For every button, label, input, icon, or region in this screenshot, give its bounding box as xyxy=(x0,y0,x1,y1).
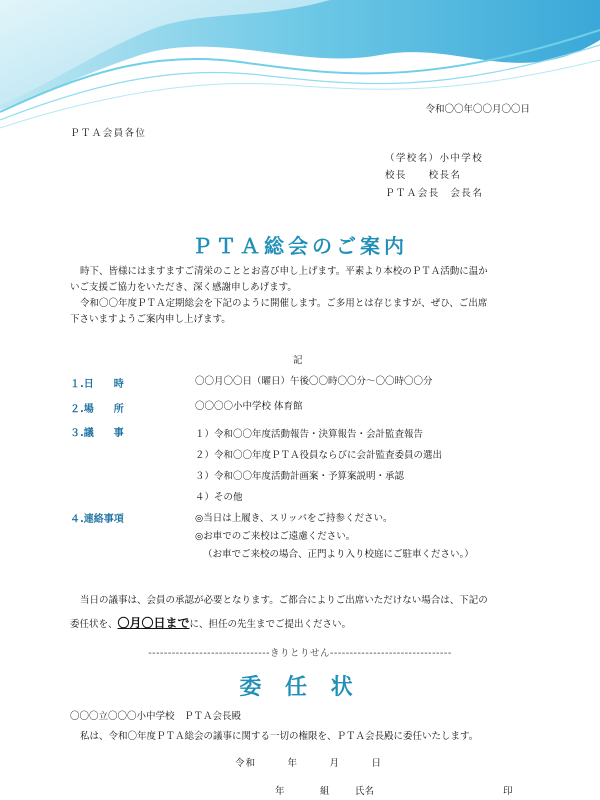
proxy-addressee: 〇〇〇立〇〇〇小中学校 ＰＴＡ会長殿 xyxy=(70,711,242,722)
sign-year: 年 xyxy=(275,786,285,797)
header-wave-decoration xyxy=(0,0,600,140)
closing-paragraph xyxy=(70,590,550,636)
proxy-date-line: 令和 年 月 日 xyxy=(235,758,383,769)
note-item: ◎当日は上履き、スリッパをご持参ください。 xyxy=(195,513,393,524)
agenda-list xyxy=(195,424,442,508)
agenda-item: ４）その他 xyxy=(195,492,243,503)
note-item: ◎お車でのご来校はご遠慮ください。 xyxy=(195,531,356,542)
agenda-item: ３）令和〇〇年度活動計画案・予算案説明・承認 xyxy=(195,471,405,482)
sign-class: 組 xyxy=(320,786,330,797)
notes-list xyxy=(195,510,474,564)
note-item: （お車でご来校の場合、正門より入り校庭にご駐車ください。） xyxy=(203,549,474,560)
intro-line: 時下、皆様にはますますご清栄のこととお喜び申し上げます。平素より本校のＰＴＡ活動に温か xyxy=(80,266,488,277)
closing-suffix: に、担任の先生までご提出ください。 xyxy=(189,619,352,630)
intro-paragraph xyxy=(70,264,550,328)
date-value: 〇〇月〇〇日（曜日）午後〇〇時〇〇分～〇〇時〇〇分 xyxy=(195,376,433,387)
agenda-label: ３.議 事 xyxy=(70,428,124,439)
closing-line-2 xyxy=(70,612,550,636)
proxy-statement: 私は、令和〇年度ＰＴＡ総会の議事に関する一切の権限を、ＰＴＡ会長殿に委任いたします。 xyxy=(80,731,479,742)
sender-principal: 校長 校長名 xyxy=(385,170,462,181)
sender-pta-president: ＰＴＡ会長 会長名 xyxy=(385,188,484,199)
proxy-title: 委 任 状 xyxy=(239,675,361,700)
closing-prefix: 委任状を、 xyxy=(70,619,118,630)
document-date: 令和〇〇年〇〇月〇〇日 xyxy=(425,104,530,115)
page-title: ＰＴＡ総会のご案内 xyxy=(192,234,408,258)
notes-label: ４.連絡事項 xyxy=(70,514,124,525)
date-label: １.日 時 xyxy=(70,379,124,390)
agenda-item: １）令和〇〇年度活動報告・決算報告・会計監査報告 xyxy=(195,429,424,440)
place-value: 〇〇〇〇小中学校 体育館 xyxy=(195,401,303,412)
agenda-item: ２）令和〇〇年度ＰＴＡ役員ならびに会計監査委員の選出 xyxy=(195,450,443,461)
closing-line: 当日の議事は、会員の承認が必要となります。ご都合によりご出席いただけない場合は、下記の xyxy=(80,595,488,606)
sign-name: 氏名 xyxy=(355,786,375,797)
place-label: ２.場 所 xyxy=(70,404,124,415)
seal-mark: 印 xyxy=(503,786,513,797)
cut-line: -------------------------------きりとりせん------------------------------- xyxy=(148,648,452,659)
ki-mark: 記 xyxy=(293,355,303,366)
sender-school: （学校名）小中学校 xyxy=(385,153,484,164)
addressee: ＰＴＡ会員各位 xyxy=(70,128,147,139)
deadline: 〇月〇日まで xyxy=(117,616,190,630)
intro-line: いご支援ご協力をいただき、深く感謝申しあげます。 xyxy=(70,282,297,293)
intro-line: 令和〇〇年度ＰＴＡ定期総会を下記のように開催します。ご多用とは存じますが、ぜひ、ご出席 xyxy=(80,298,488,309)
intro-line: 下さいますようご案内申し上げます。 xyxy=(70,314,231,325)
